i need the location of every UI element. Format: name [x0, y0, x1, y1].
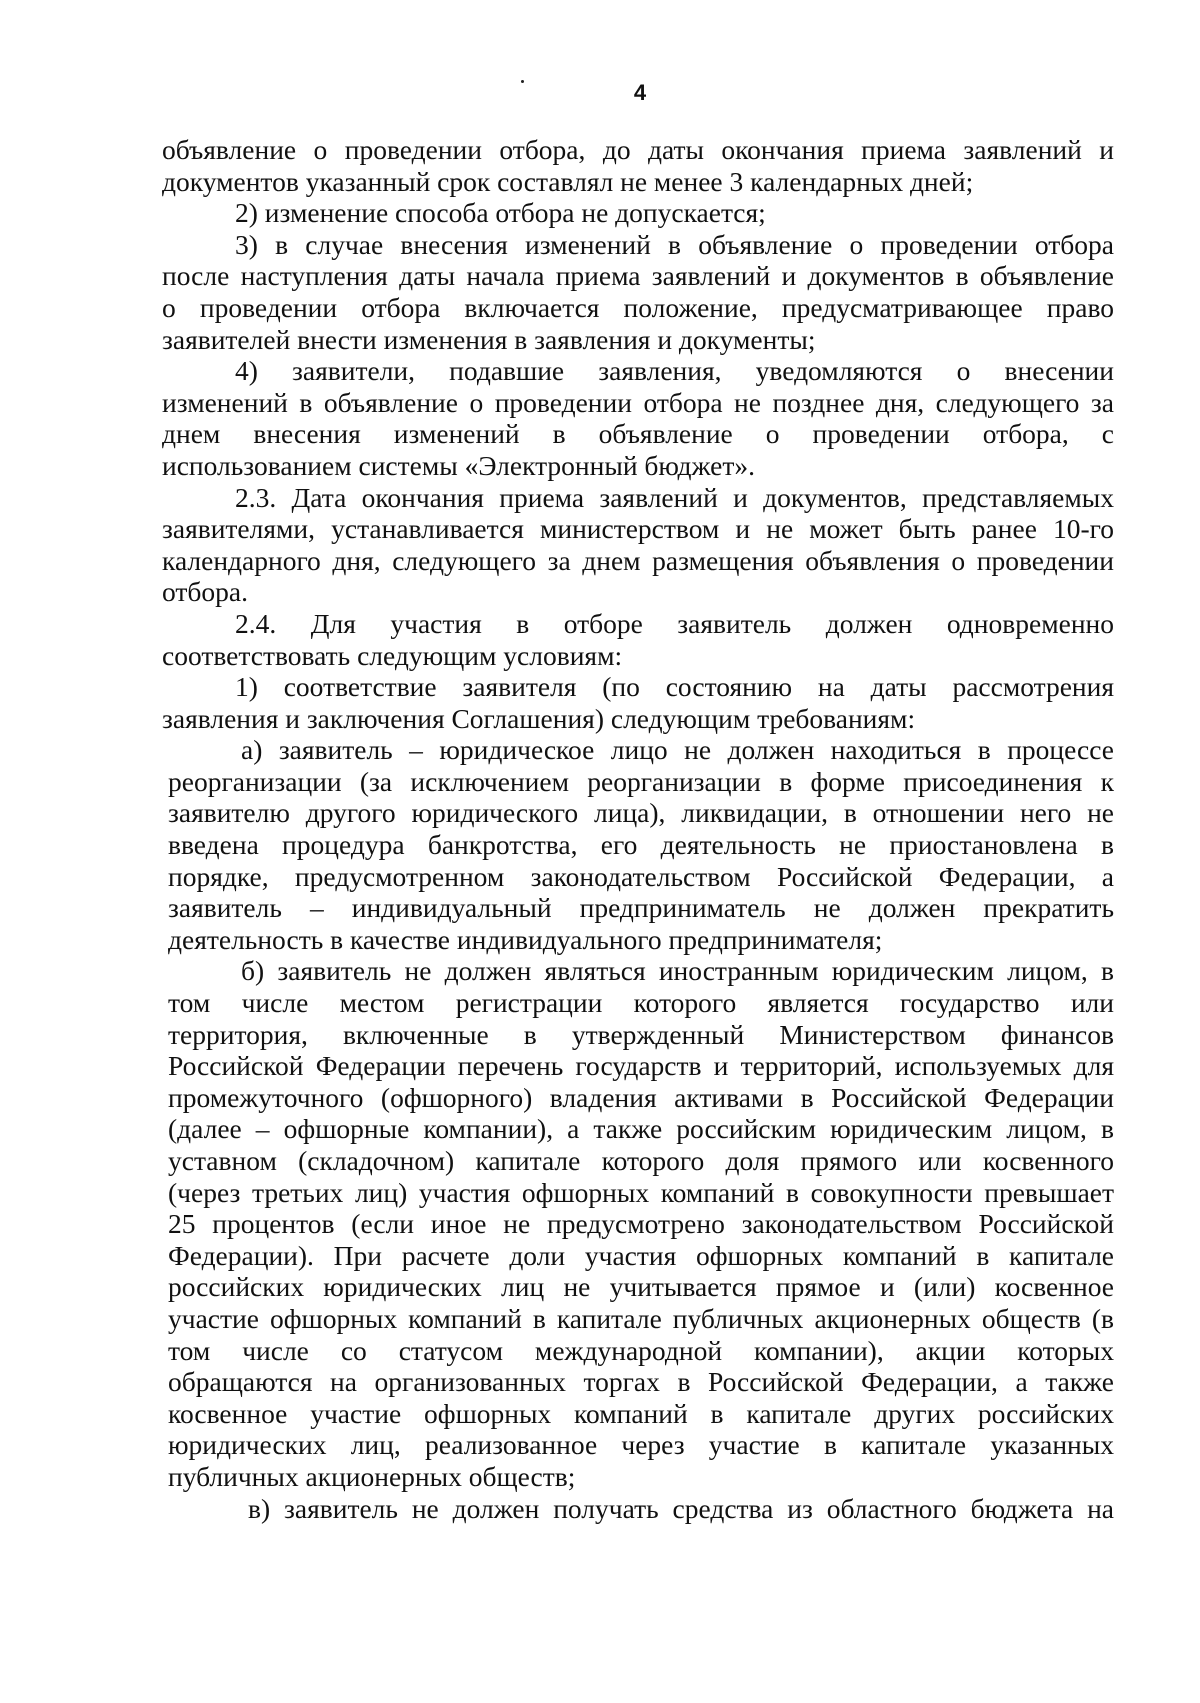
text-line: после наступления даты начала приема заявлений и документов в объявление [162, 260, 1114, 292]
text-line: 4) заявители, подавшие заявления, уведомляются о внесении [235, 355, 1114, 387]
text-line: отбора. [162, 576, 248, 608]
text-line: деятельность в качестве индивидуального предпринимателя; [168, 923, 883, 955]
text-line: о проведении отбора включается положение, предусматривающее право [162, 291, 1114, 323]
text-line: косвенное участие офшорных компаний в капитале других российских [168, 1397, 1114, 1429]
text-line: 1) соответствие заявителя (по состоянию на даты рассмотрения [235, 671, 1114, 703]
text-line: территория, включенные в утвержденный Министерством финансов [168, 1018, 1114, 1050]
text-line: 2.4. Для участия в отборе заявитель должен одновременно [235, 607, 1114, 639]
text-line: объявление о проведении отбора, до даты окончания приема заявлений и [162, 134, 1114, 165]
text-line: заявителю другого юридического лица), ликвидации, в отношении него не [168, 797, 1114, 829]
text-line: уставном (складочном) капитале которого доля прямого или косвенного [168, 1145, 1114, 1176]
text-line: а) заявитель – юридическое лицо не должен находиться в процессе [241, 734, 1114, 766]
text-line: заявления и заключения Соглашения) следующим требованиям: [162, 702, 916, 734]
page-number: 4 [633, 80, 647, 105]
text-line: введена процедура банкротства, его деятельность не приостановлена в [168, 829, 1114, 861]
text-line: порядке, предусмотренном законодательством Российской Федерации, а [168, 860, 1114, 892]
text-line: изменений в объявление о проведении отбора не позднее дня, следующего за [162, 386, 1114, 418]
text-line: российских юридических лиц не учитывается прямое и (или) косвенное [168, 1271, 1114, 1303]
text-line: том числе местом регистрации которого является государство или [168, 987, 1114, 1019]
text-line: днем внесения изменений в объявление о проведении отбора, с [162, 418, 1114, 450]
text-line: б) заявитель не должен являться иностранным юридическим лицом, в [241, 955, 1114, 987]
text-line: 3) в случае внесения изменений в объявление о проведении отбора [235, 228, 1114, 260]
text-line: промежуточного (офшорного) владения активами в Российской Федерации [168, 1081, 1114, 1113]
text-line: публичных акционерных обществ; [168, 1460, 576, 1492]
text-line: документов указанный срок составлял не менее 3 календарных дней; [162, 165, 974, 197]
text-line: 2) изменение способа отбора не допускается; [235, 197, 766, 229]
text-line: календарного дня, следующего за днем размещения объявления о проведении [162, 544, 1114, 576]
text-line: 25 процентов (если иное не предусмотрено законодательством Российской [168, 1208, 1114, 1240]
text-line: реорганизации (за исключением реорганизации в форме присоединения к [168, 765, 1114, 797]
text-line: использованием системы «Электронный бюджет». [162, 449, 756, 481]
document-body [162, 134, 1114, 1524]
text-line: заявителей внести изменения в заявления и документы; [162, 323, 816, 355]
text-line: юридических лиц, реализованное через участие в капитале указанных [168, 1429, 1114, 1461]
text-line: участие офшорных компаний в капитале публичных акционерных обществ (в [168, 1302, 1114, 1334]
text-line: Федерации). При расчете доли участия офшорных компаний в капитале [168, 1239, 1114, 1271]
text-line: заявитель – индивидуальный предприниматель не должен прекратить [168, 892, 1114, 924]
text-line: (далее – офшорные компании), а также российским юридическим лицом, в [168, 1113, 1114, 1145]
text-line: соответствовать следующим условиям: [162, 639, 623, 671]
text-line: 2.3. Дата окончания приема заявлений и документов, представляемых [235, 481, 1114, 513]
text-line: заявителями, устанавливается министерством и не может быть ранее 10-го [162, 513, 1114, 545]
text-line: том числе со статусом международной компании), акции которых [168, 1334, 1114, 1366]
text-line: Российской Федерации перечень государств и территорий, используемых для [168, 1050, 1114, 1082]
text-line: обращаются на организованных торгах в Российской Федерации, а также [168, 1366, 1114, 1398]
text-line: (через третьих лиц) участия офшорных компаний в совокупности превышает [168, 1176, 1114, 1208]
text-line: в) заявитель не должен получать средства из областного бюджета на [248, 1492, 1114, 1524]
